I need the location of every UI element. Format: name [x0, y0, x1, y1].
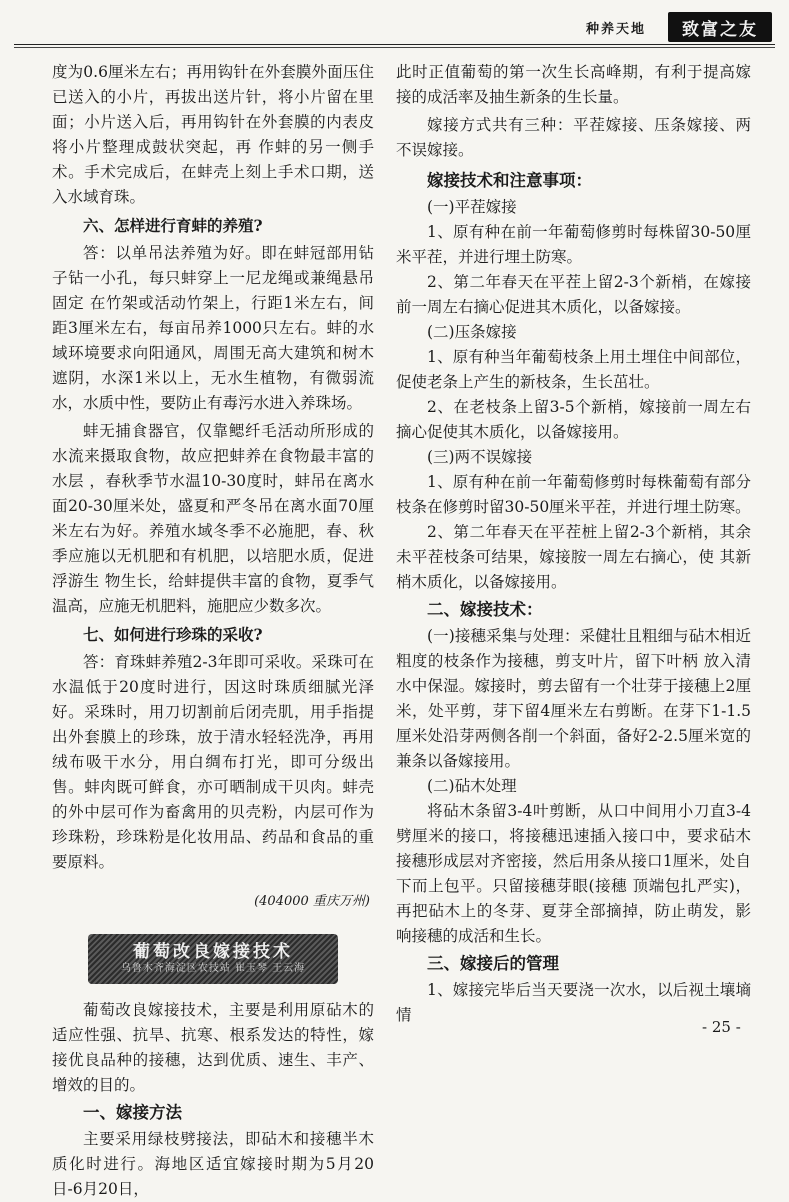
- paragraph: 1、原有种当年葡萄枝条上用土埋住中间部位，促使老条上产生的新枝条，生长茁壮。: [396, 348, 751, 391]
- paragraph: 答：育珠蚌养殖2-3年即可采收。采珠可在水温低于20度时进行，因这时珠质细腻光泽好。采珠时，用刀切割前后闭壳肌，用手指提出外套膜上的珍珠，放于清水轻轻洗净，再用绒布吸干水分，用白绸布打光，即可分级出售。蚌肉既可鲜食，亦可晒制成干贝肉。蚌壳的外中层可作为畜禽用的贝壳粉，内层可作为珍珠粉，珍珠粉是化妆用品、药品和食品的重要原料。: [52, 653, 374, 871]
- paragraph: 葡萄改良嫁接技术，主要是利用原砧木的适应性强、抗旱、抗寒、根系发达的特性，嫁接优良品种的接穗，达到优质、速生、丰产、增效的目的。: [52, 1001, 374, 1094]
- right-column: [396, 60, 751, 1028]
- subheading: (二)砧木处理: [427, 777, 517, 795]
- paragraph: 将砧木条留3-4叶剪断，从口中间用小刀直3-4劈厘米的接口，将接穗迅速插入接口中，要求砧木接穗形成层对齐密接，然后用条从接口1厘米，处自下而上包平。只留接穗芽眼(接穗 顶端包扎严实)，再把砧木上的冬芽、夏芽全部摘掉，防止萌发，影响接穗的成活和生长。: [396, 802, 751, 945]
- paragraph: 2、第二年春天在平茬桩上留2-3个新梢，其余未平茬枝条可结果，嫁接胺一周左右摘心，使 其新梢木质化，以备嫁接用。: [396, 523, 751, 591]
- paragraph: 蚌无捕食器官，仅靠鳃纤毛活动所形成的水流来摄取食物，故应把蚌养在食物最丰富的水层 ，春秋季节水温10-30度时，蚌吊在离水面20-30厘米处，盛夏和严冬吊在离水面70厘米左右为好。养殖水域冬季不必施肥，春、秋季应施以无机肥和有机肥，以培肥水质，促进浮游生 物生长，给蚌提供丰富的食物，夏季气温高，应施无机肥料，施肥应少数多次。: [52, 422, 374, 615]
- question-heading: 六、怎样进行育蚌的养殖?: [83, 216, 263, 235]
- page-header: [0, 0, 789, 50]
- page-number: - 25 -: [702, 1018, 741, 1036]
- subheading: (三)两不误嫁接: [427, 448, 533, 466]
- author-location: (404000 重庆万州): [254, 894, 370, 909]
- magazine-logo: 致富之友: [668, 12, 772, 42]
- header-rule: [14, 44, 775, 45]
- article-title: 葡萄改良嫁接技术: [133, 942, 293, 962]
- paragraph: 2、第二年春天在平茬上留2-3个新梢，在嫁接前一周左右摘心促进其木质化，以备嫁接。: [396, 273, 751, 316]
- section-heading: 二、嫁接技术：: [427, 600, 543, 619]
- left-column: [52, 60, 374, 1202]
- header-rule-thin: [14, 47, 775, 48]
- section-heading: 一、嫁接方法: [83, 1103, 182, 1122]
- section-heading: 三、嫁接后的管理: [427, 954, 559, 973]
- paragraph: 此时正值葡萄的第一次生长高峰期，有利于提高嫁接的成活率及抽生新条的生长量。: [396, 63, 751, 106]
- subheading: (一)平茬嫁接: [427, 198, 517, 216]
- paragraph: 1、嫁接完毕后当天要浇一次水，以后视土壤墒情: [396, 981, 751, 1024]
- paragraph: 主要采用绿枝劈接法，即砧木和接穗半木质化时进行。海地区适宜嫁接时期为5月20日-6月20日，: [52, 1130, 374, 1198]
- article-byline: 乌鲁木齐海淀区农技站 崔玉琴 王云海: [120, 963, 306, 974]
- section-label: 种养天地: [586, 22, 647, 37]
- paragraph: (一)接穗采集与处理：采健壮且粗细与砧木相近粗度的枝条作为接穗，剪支叶片，留下叶柄 放入清水中保湿。嫁接时，剪去留有一个壮芽于接穗上2厘米，处平剪，芽下留4厘米左右剪断。在芽下1-1.5厘米处沿芽两侧各削一个斜面，备好2-2.5厘米宽的兼条以备嫁接用。: [396, 627, 751, 770]
- paragraph: 度为0.6厘米左右；再用钩针在外套膜外面压住已送入的小片，再拔出送片针，将小片留在里面；小片送入后，再用钩针在外套膜的内表皮将小片整理成鼓状突起，再 作蚌的另一侧手术。手术完成后，在蚌壳上刻上手术口期，送入水域育珠。: [52, 63, 374, 206]
- section-heading: 嫁接技术和注意事项：: [427, 171, 592, 190]
- subheading: (二)压条嫁接: [427, 323, 517, 341]
- paragraph: 1、原有种在前一年葡萄修剪时每株留30-50厘米平茬，并进行埋土防寒。: [396, 223, 751, 266]
- question-heading: 七、如何进行珍珠的采收?: [83, 625, 263, 644]
- paragraph: 嫁接方式共有三种：平茬嫁接、压条嫁接、两不误嫁接。: [396, 116, 751, 159]
- article-title-banner: [88, 934, 338, 984]
- paragraph: 2、在老枝条上留3-5个新梢，嫁接前一周左右摘心促使其木质化，以备嫁接用。: [396, 398, 751, 441]
- paragraph: 1、原有种在前一年葡萄修剪时每株葡萄有部分枝条在修剪时留30-50厘米平茬，并进行埋土防寒。: [396, 473, 751, 516]
- paragraph: 答：以单吊法养殖为好。即在蚌冠部用钻子钻一小孔，每只蚌穿上一尼龙绳或兼绳悬吊固定 在竹架或活动竹架上，行距1米左右，间距3厘米左右，每亩吊养1000只左右。蚌的水域环境要求向阳通风，周围无高大建筑和树木遮阴，水深1米以上，无水生植物，有微弱流水，水质中性，要防止有毒污水进入养珠场。: [52, 244, 374, 412]
